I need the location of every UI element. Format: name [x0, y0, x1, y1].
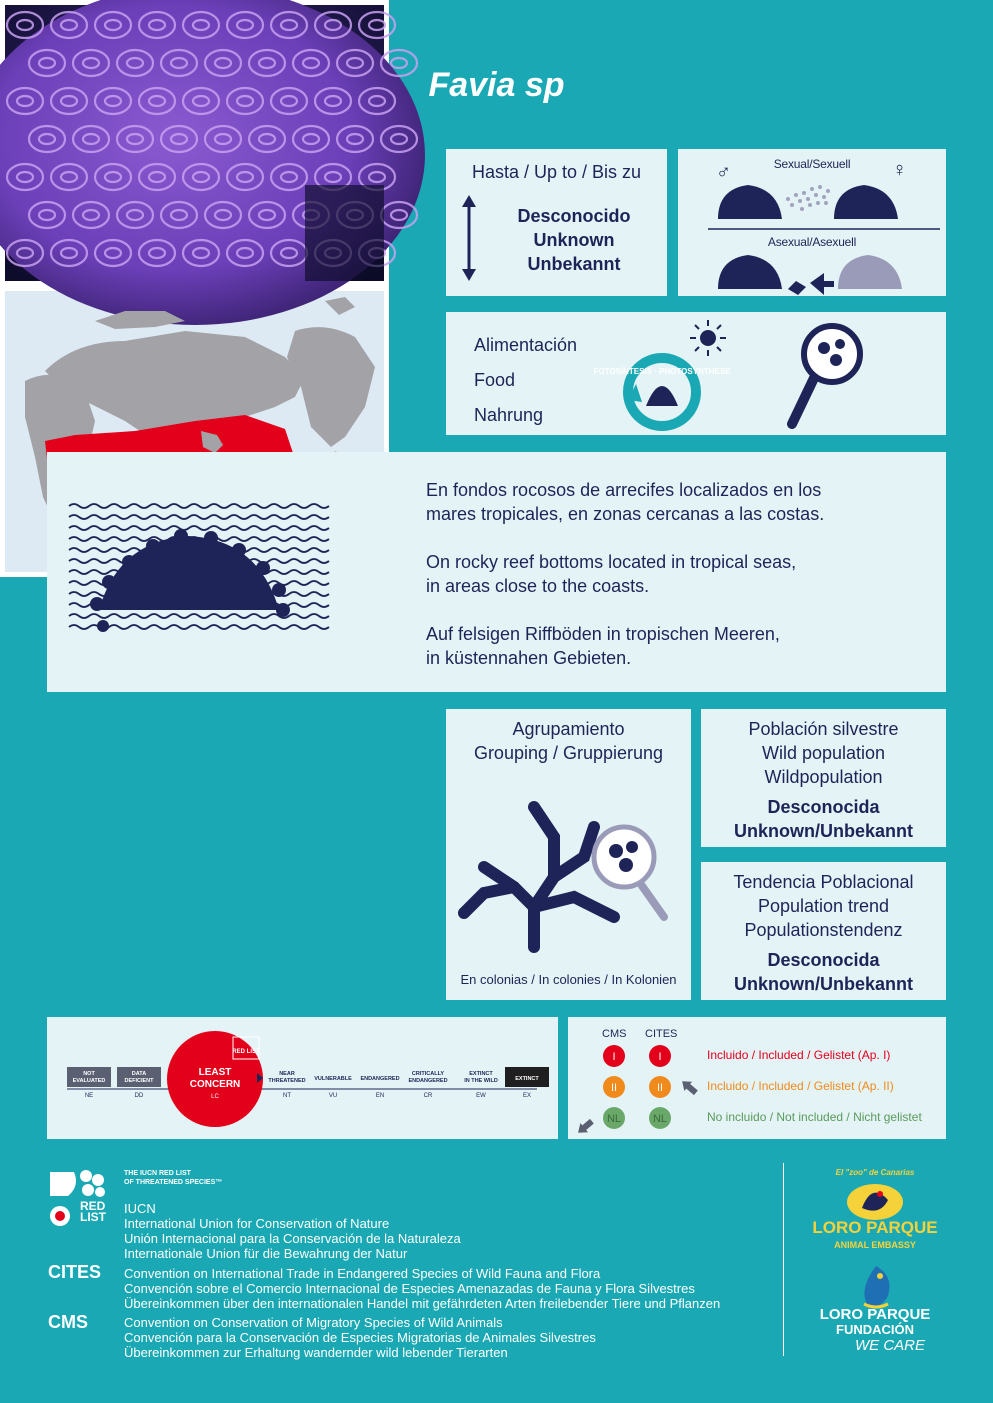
double-arrow-icon — [460, 195, 478, 281]
status-circle-symbol: I — [612, 1051, 616, 1063]
habitat-de: Auf felsigen Riffböden in tropischen Meeren, in küstennahen Gebieten. — [426, 624, 780, 668]
status-circle-symbol: NL — [606, 1113, 622, 1125]
population-trend-value: Desconocida Unknown/Unbekannt — [734, 950, 913, 994]
red-list-cell — [459, 1067, 503, 1087]
food-label-es: Alimentación — [474, 335, 578, 355]
female-icon: ♀ — [892, 159, 907, 181]
red-list-category-label: ENDANGERED — [408, 1078, 448, 1084]
food-label-de: Nahrung — [474, 405, 544, 425]
size-value-es: Desconocido — [517, 206, 631, 226]
photosynthesis-badge-text: FOTOSÍNTESIS · PHOTOSYNTHESE — [593, 367, 731, 376]
red-list-category-label: VULNERABLE — [314, 1076, 352, 1082]
greenland-land — [325, 297, 355, 315]
asexual-label: Asexual/Asexuell — [767, 235, 857, 249]
wave-line — [69, 515, 329, 519]
legend-divider — [783, 1163, 784, 1356]
wild-population-value: Desconocida Unknown/Unbekannt — [734, 797, 913, 841]
size-values — [486, 204, 662, 276]
size-value-de: Unbekannt — [527, 254, 621, 274]
red-list-category-code: EW — [476, 1093, 486, 1099]
cms-status-arrow-icon — [574, 1117, 596, 1138]
red-list-cell — [117, 1067, 161, 1087]
parrot-logo-icon — [840, 1178, 910, 1222]
loro-parque-tagline: El "zoo" de Canarias — [835, 1168, 915, 1177]
red-list-category-ew — [459, 1067, 503, 1099]
loro-parque-name: LORO PARQUE — [812, 1218, 938, 1237]
iucn-red-list-title: THE IUCN RED LIST OF THREATENED SPECIES™ — [124, 1170, 223, 1186]
sexual-label: Sexual/Sexuell — [773, 157, 851, 171]
status-circle-symbol: I — [658, 1051, 662, 1063]
current-category-line1: LEAST — [198, 1067, 232, 1078]
population-trend-panel — [701, 862, 946, 1000]
current-category-line2: CONCERN — [189, 1079, 241, 1090]
fundacion-name: FUNDACIÓN — [836, 1322, 914, 1337]
habitat-panel — [47, 452, 946, 692]
wave-line — [69, 614, 329, 618]
reproduction-icon — [678, 149, 946, 296]
cites-column-header: CITES — [645, 1028, 678, 1040]
red-list-category-vu — [311, 1067, 355, 1099]
habitat-es: En fondos rocosos de arrecifes localizados en los mares tropicales, en zonas cercanas a las costas. — [426, 480, 825, 524]
red-list-category-code: NT — [283, 1093, 291, 1099]
appendix-2-text: Incluido / Included / Gelistet (Ap. II) — [707, 1079, 894, 1093]
cites-cms-panel — [568, 1017, 946, 1139]
america-land — [287, 327, 375, 447]
loro-parque-logos — [800, 1160, 965, 1360]
population-trend-header: Tendencia Poblacional Population trend Populationstendenz — [733, 872, 914, 940]
red-list-category-label: DATA — [131, 1071, 147, 1077]
food-panel — [446, 312, 946, 435]
coral-photo — [0, 0, 389, 286]
cms-key: CMS — [48, 1312, 88, 1332]
food-labels — [474, 328, 577, 433]
red-list-category-label: EVALUATED — [72, 1078, 106, 1084]
fundacion-parrot-icon — [854, 1264, 898, 1310]
wild-population-panel — [701, 709, 946, 847]
reproduction-panel — [678, 149, 946, 296]
red-list-scale — [47, 1017, 558, 1139]
habitat-text — [426, 478, 926, 694]
red-list-category-nt — [265, 1067, 309, 1099]
red-list-cell — [265, 1067, 309, 1087]
size-panel — [446, 149, 667, 296]
red-list-category-code: DD — [134, 1093, 144, 1099]
wave-line — [69, 504, 329, 508]
iucn-description: IUCN International Union for Conservation of Nature Unión Internacional para la Conservación de la Naturaleza Internationale Union für die Bewahrung der Natur — [124, 1201, 461, 1261]
red-list-category-label: THREATENED — [268, 1078, 306, 1084]
colony-icon — [454, 787, 682, 957]
red-list-category-code: NE — [84, 1093, 94, 1099]
food-label-en: Food — [474, 370, 516, 390]
cms-column-header: CMS — [602, 1028, 627, 1040]
iucn-badge-text: RED LIST — [80, 1199, 106, 1224]
reef-waves-icon — [69, 500, 329, 648]
red-list-category-label: ENDANGERED — [360, 1076, 400, 1082]
photosynthesis-icon — [593, 314, 736, 434]
red-list-category-code: EN — [375, 1093, 385, 1099]
red-list-category-label: DEFICIENT — [124, 1078, 154, 1084]
status-circle-symbol: II — [656, 1082, 664, 1094]
red-list-category-label: CRITICALLY — [411, 1071, 445, 1077]
cites-status-arrow-icon — [678, 1077, 700, 1098]
not-listed-text: No incluido / Not included / Nicht gelistet — [707, 1110, 922, 1124]
wild-population-header: Población silvestre Wild population Wildpopulation — [748, 719, 899, 787]
status-circle-symbol: II — [610, 1082, 618, 1094]
red-list-cell — [67, 1067, 111, 1087]
red-list-category-code: EX — [522, 1093, 532, 1099]
appendix-1-text: Incluido / Included / Gelistet (Ap. I) — [707, 1048, 891, 1062]
page-title: Favia sp — [428, 66, 565, 104]
red-list-panel — [47, 1017, 558, 1139]
red-list-category-code: VU — [328, 1093, 338, 1099]
grouping-header: Agrupamiento Grouping / Gruppierung — [473, 719, 664, 763]
grouping-footer: En colonias / In colonies / In Kolonien — [460, 972, 677, 987]
we-care-text: WE CARE — [854, 1337, 925, 1354]
red-list-category-ne — [67, 1067, 111, 1099]
red-list-category-label: NEAR — [279, 1071, 295, 1077]
cites-key: CITES — [48, 1262, 102, 1282]
red-list-category-cr — [406, 1067, 450, 1099]
male-icon: ♂ — [716, 161, 731, 183]
red-list-category-en — [358, 1067, 402, 1099]
red-list-category-label: IN THE WILD — [464, 1078, 498, 1084]
wave-line — [69, 526, 329, 530]
red-list-category-ex — [505, 1067, 549, 1099]
cites-description: Convention on International Trade in Endangered Species of Wild Fauna and Flora Convención sobre el Comercio Internacional de Especies Amenazadas de Fauna y Flora Silvestres Übereinkommen über den internationalen Handel mit gefährdeten Arten freilebender Tiere und Pflanzen — [124, 1266, 721, 1311]
cms-description: Convention on Conservation of Migratory Species of Wild Animals Convención para la Conservación de Especies Migratorias de Animales Silvestres Übereinkommen zur Erhaltung wandernder wild lebender Tierarten — [124, 1315, 596, 1360]
habitat-en: On rocky reef bottoms located in tropical seas, in areas close to the coasts. — [426, 552, 797, 596]
magnifier-icon — [782, 318, 872, 430]
red-list-category-code: CR — [423, 1093, 433, 1099]
current-category-code: LC — [211, 1094, 219, 1100]
red-list-badge-text: RED LIST — [232, 1049, 260, 1055]
size-value-en: Unknown — [533, 230, 615, 250]
red-list-category-label: EXTINCT — [515, 1076, 539, 1082]
red-list-category-label: EXTINCT — [469, 1071, 493, 1077]
animal-embassy-text: ANIMAL EMBASSY — [834, 1240, 916, 1250]
grouping-panel — [446, 709, 691, 1000]
red-list-cell — [406, 1067, 450, 1087]
fundacion-name-top: LORO PARQUE — [819, 1306, 931, 1323]
size-header: Hasta / Up to / Bis zu — [471, 162, 642, 182]
status-circle-symbol: NL — [652, 1113, 668, 1125]
red-list-category-dd — [117, 1067, 161, 1099]
red-list-category-label: NOT — [83, 1071, 95, 1077]
